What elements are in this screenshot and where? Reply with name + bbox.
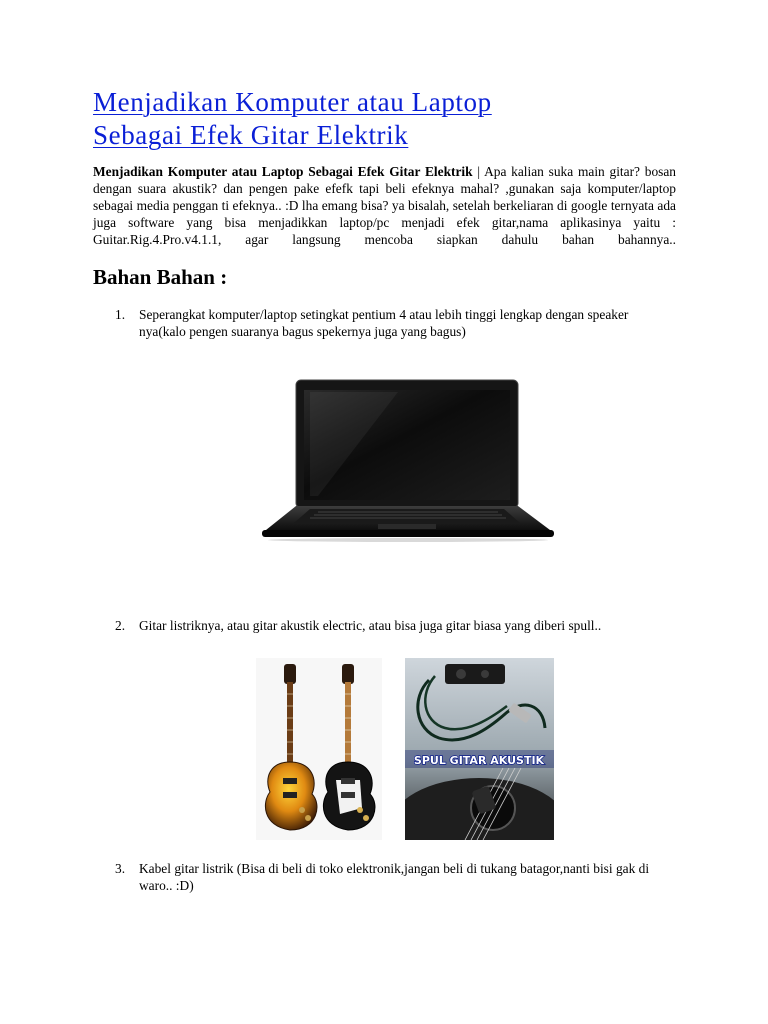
list-item-number: 1. (115, 307, 126, 322)
article-title[interactable] (93, 86, 676, 152)
list-item-text: Gitar listriknya, atau gitar akustik electric, atau bisa juga gitar biasa yang diberi spull.. (139, 618, 602, 633)
list-item-number: 3. (115, 861, 126, 876)
section-heading: Bahan Bahan : (93, 265, 228, 289)
title-link-line-1[interactable]: Menjadikan Komputer atau Laptop (93, 87, 492, 117)
laptop-photo (258, 378, 558, 543)
list-item (93, 306, 676, 340)
list-item (93, 860, 676, 894)
materials-list (93, 306, 676, 340)
list-item-2-wrapper (93, 617, 676, 634)
intro-separator: | (472, 164, 485, 179)
intro-paragraph (93, 163, 676, 248)
electric-guitars-photo (256, 658, 382, 840)
list-item-text: Kabel gitar listrik (Bisa di beli di toko elektronik,jangan beli di tukang batagor,nanti bisi gak di waro.. :D) (139, 861, 650, 893)
intro-bold-lead: Menjadikan Komputer atau Laptop Sebagai Efek Gitar Elektrik (93, 164, 473, 179)
acoustic-pickup-photo (405, 658, 554, 840)
list-item-text: Seperangkat komputer/laptop setingkat pentium 4 atau lebih tinggi lengkap dengan speaker nya(kalo pengen suaranya bagus spekernya juga yang bagus) (139, 307, 629, 339)
list-item-number: 2. (115, 618, 126, 633)
list-item-3-wrapper (93, 860, 676, 894)
title-link-line-2[interactable]: Sebagai Efek Gitar Elektrik (93, 120, 409, 150)
list-item (93, 617, 676, 634)
intro-body-text: Apa kalian suka main gitar? bosan dengan suara akustik? dan pengen pake efefk tapi beli efeknya mahal? ,gunakan saja komputer/laptop sebagai media penggan ti efeknya.. :D lha emang bisa? ya bisalah, setelah berkeliaran di google ternyata ada juga software yang bisa menjadikkan laptop/pc menjadi efek gitar,nama aplikasinya yaitu : Guitar.Rig.4.Pro.v4.1.1, agar langsung mencoba siapkan dahulu bahan bahannya.. (93, 164, 676, 247)
document-page (93, 86, 676, 340)
pickup-photo-caption: SPUL GITAR AKUSTIK (413, 754, 545, 767)
